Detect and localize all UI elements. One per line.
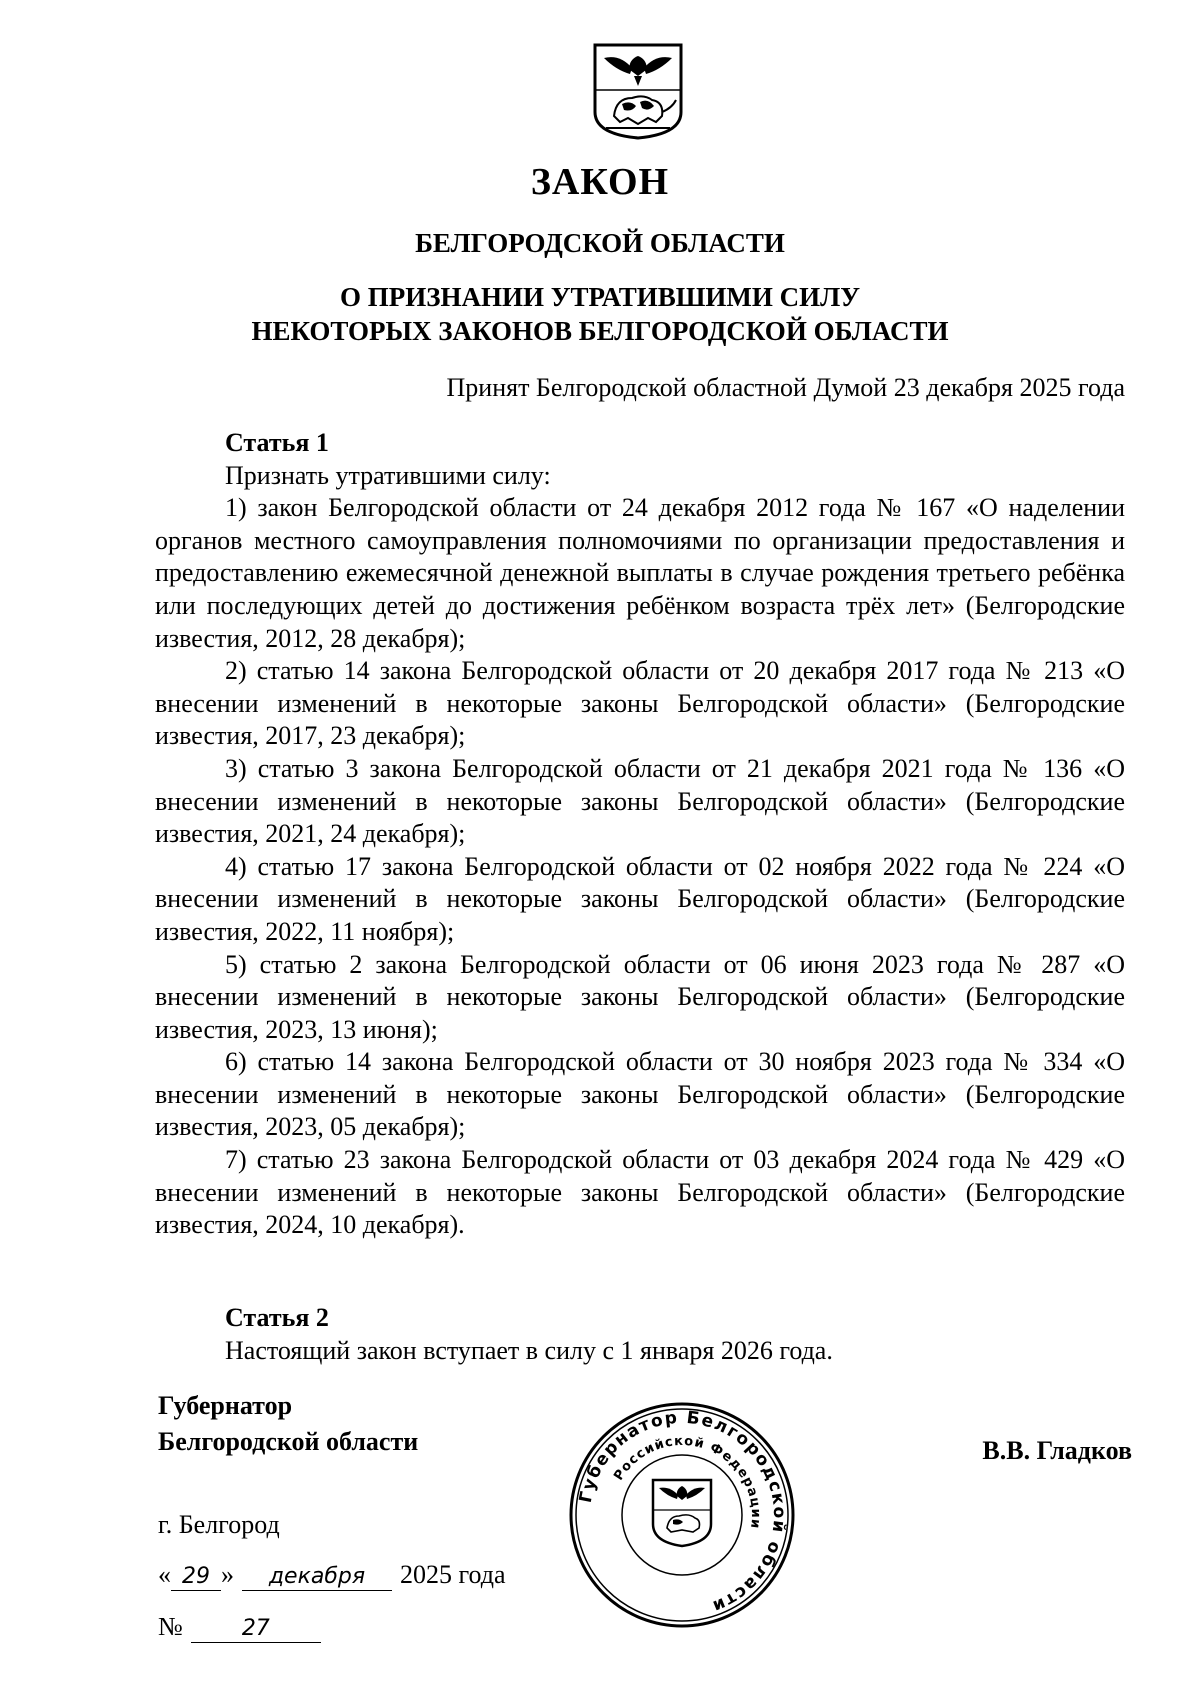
date-year: 2025 года (400, 1560, 506, 1589)
article-1-intro: Признать утратившими силу: (225, 460, 551, 490)
signatory-name: В.В. Гладков (982, 1436, 1132, 1465)
official-seal (567, 1400, 797, 1630)
law-number (158, 1612, 321, 1643)
article-1-item: 6) статью 14 закона Белгородской области от 30 ноября 2023 года № 334 «О внесении изменений в некоторые законы Белгородской области» (Белгородские известия, 2023, 05 декабря); (155, 1047, 1125, 1142)
seal-icon (567, 1400, 797, 1630)
seal-inner-text: Российской Федерации (611, 1433, 764, 1531)
article-1-item: 3) статью 3 закона Белгородской области от 21 декабря 2021 года № 136 «О внесении изменений в некоторые законы Белгородской области» (Белгородские известия, 2021, 24 декабря); (155, 753, 1125, 849)
subject-heading-line-2: НЕКОТОРЫХ ЗАКОНОВ БЕЛГОРОДСКОЙ ОБЛАСТИ (251, 316, 949, 346)
coat-of-arms-emblem (592, 42, 684, 140)
article-2-text: Настоящий закон вступает в силу с 1 января 2026 года. (225, 1335, 833, 1365)
article-1-item: 1) закон Белгородской области от 24 декабря 2012 года № 167 «О наделении органов местного самоуправления полномочиями по организации предоставления и предоставлению ежемесячной денежной выплаты в случае рождения третьего ребёнка или последующих детей до достижения ребёнком возраста трёх лет» (Белгородские известия, 2012, 28 декабря); (155, 493, 1125, 653)
date-month-handwritten: декабря (242, 1564, 392, 1591)
document-title: ЗАКОН (530, 161, 670, 203)
article-2 (155, 1302, 1125, 1367)
article-1 (155, 427, 1125, 1242)
date-open-quote: « (158, 1560, 171, 1589)
signatory-position (158, 1388, 418, 1460)
position-line-1: Губернатор (158, 1391, 293, 1420)
region-heading: БЕЛГОРОДСКОЙ ОБЛАСТИ (415, 228, 785, 258)
seal-outer-text: Губернатор Белгородской области (575, 1407, 790, 1617)
signing-date (158, 1560, 506, 1591)
article-1-item: 2) статью 14 закона Белгородской области от 20 декабря 2017 года № 213 «О внесении изменений в некоторые законы Белгородской области» (Белгородские известия, 2017, 23 декабря); (155, 656, 1125, 751)
position-line-2: Белгородской области (158, 1427, 419, 1456)
article-1-item: 4) статью 17 закона Белгородской области от 02 ноября 2022 года № 224 «О внесении изменений в некоторые законы Белгородской области» (Белгородские известия, 2022, 11 ноября); (155, 851, 1125, 946)
coat-of-arms-icon (592, 42, 684, 140)
article-2-title: Статья 2 (225, 1303, 329, 1332)
number-value-handwritten: 27 (191, 1616, 321, 1643)
article-1-title: Статья 1 (225, 428, 329, 457)
article-1-item: 7) статью 23 закона Белгородской области от 03 декабря 2024 года № 429 «О внесении изменений в некоторые законы Белгородской области» (Белгородские известия, 2024, 10 декабря). (155, 1145, 1125, 1240)
date-close-quote: » (221, 1560, 234, 1589)
subject-heading-line-1: О ПРИЗНАНИИ УТРАТИВШИМИ СИЛУ (339, 282, 861, 312)
date-day-handwritten: 29 (171, 1564, 221, 1591)
article-1-item: 5) статью 2 закона Белгородской области от 06 июня 2023 года № 287 «О внесении изменений в некоторые законы Белгородской области» (Белгородские известия, 2023, 13 июня); (155, 949, 1125, 1044)
place-of-signing: г. Белгород (158, 1510, 280, 1539)
adoption-note: Принят Белгородской областной Думой 23 декабря 2025 года (446, 373, 1125, 402)
number-label: № (158, 1612, 183, 1641)
